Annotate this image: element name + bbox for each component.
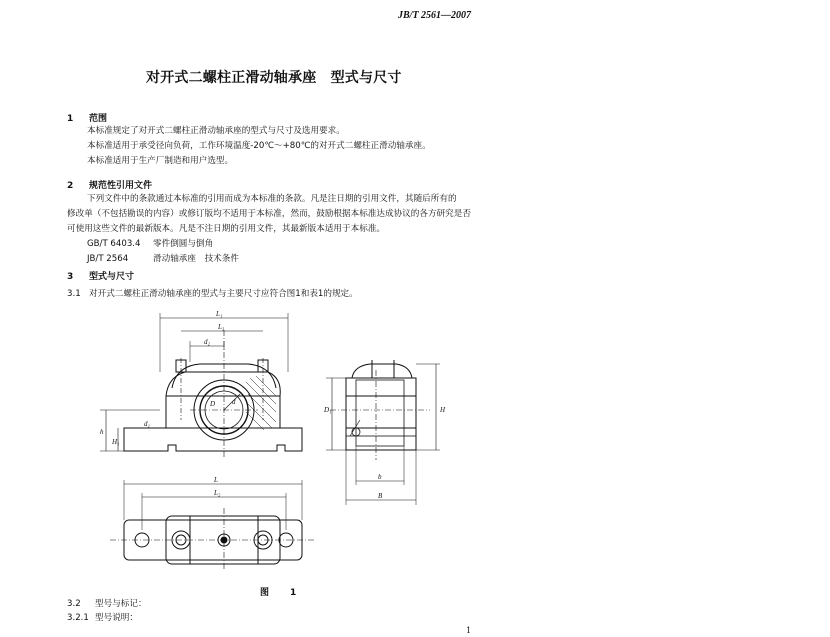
reference-code: GB/T 6403.4 <box>87 239 141 249</box>
paragraph: 修改单（不包括勘误的内容）或修订版均不适用于本标准，然而，鼓励根据本标准达成协议的各方研究是否 <box>67 209 471 219</box>
dim-D1: D₁ <box>324 406 332 414</box>
standard-number: JB/T 2561—2007 <box>398 10 472 21</box>
dim-d1: d₁ <box>144 420 150 428</box>
dim-D: D <box>210 400 216 408</box>
dim-B: B <box>378 492 383 500</box>
clause-number: 3.2 <box>67 599 81 609</box>
dim-L: L <box>214 476 218 484</box>
paragraph: 本标准规定了对开式二螺柱正滑动轴承座的型式与尺寸及选用要求。 <box>87 126 345 136</box>
dim-b: b <box>378 473 382 481</box>
dim-L2: L₂ <box>214 489 221 497</box>
clause-text: 型号说明： <box>95 613 138 623</box>
reference-code: JB/T 2564 <box>87 254 129 264</box>
dim-d: d <box>232 398 236 406</box>
clause-text: 型号与标记： <box>95 599 147 609</box>
dim-H: H <box>440 406 446 414</box>
document-title: 对开式二螺柱正滑动轴承座 型式与尺寸 <box>146 70 402 86</box>
section-title: 规范性引用文件 <box>89 181 153 191</box>
clause-number: 3.1 <box>67 289 81 299</box>
section-number: 3 <box>67 272 74 282</box>
dim-L3: L₃ <box>218 323 225 331</box>
section-number: 1 <box>67 114 74 124</box>
dim-L1: L₁ <box>216 310 223 318</box>
front-view <box>100 313 302 458</box>
section-number: 2 <box>67 181 74 191</box>
section-title: 型式与尺寸 <box>89 272 135 282</box>
side-view <box>326 360 440 505</box>
clause-3-2-1 <box>67 611 138 626</box>
clause-text: 对开式二螺柱正滑动轴承座的型式与主要尺寸应符合图1和表1的规定。 <box>89 289 358 299</box>
plan-view <box>110 480 316 570</box>
paragraph: 本标准适用于承受径向负荷，工作环境温度-20℃～+80℃的对开式二螺柱正滑动轴承座。 <box>87 141 431 151</box>
paragraph: 下列文件中的条款通过本标准的引用而成为本标准的条款。凡是注日期的引用文件，其随后所有的 <box>87 194 457 204</box>
reference-name: 滑动轴承座 技术条件 <box>153 254 239 264</box>
figure-caption: 图 1 <box>260 588 303 598</box>
paragraph: 本标准适用于生产厂制造和用户选型。 <box>87 156 234 166</box>
paragraph: 可使用这些文件的最新版本。凡是不注日期的引用文件，其最新版本适用于本标准。 <box>67 224 385 234</box>
dim-d2: d₂ <box>204 338 210 346</box>
clause-3-2 <box>67 597 147 612</box>
clause-number: 3.2.1 <box>67 613 89 623</box>
dim-H1: H₁ <box>112 438 120 446</box>
page-number: 1 <box>466 626 472 635</box>
reference-name: 零件倒圆与倒角 <box>153 239 214 249</box>
section-title: 范围 <box>89 114 108 124</box>
dim-h: h <box>100 428 104 436</box>
